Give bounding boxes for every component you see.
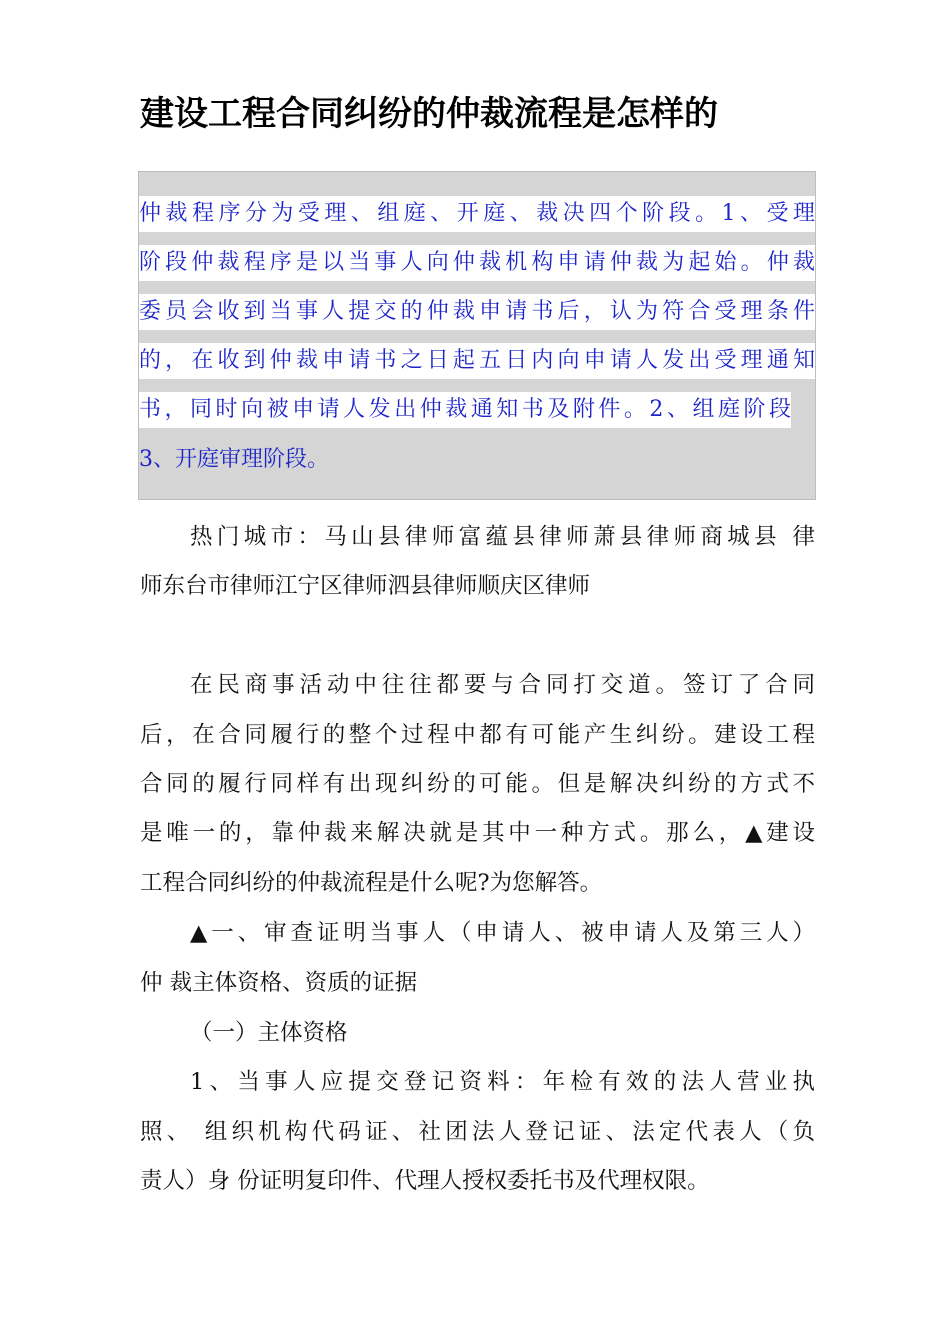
hot-cities-line: 热门城市：马山县律师富蕴县律师萧县律师商城县 律: [190, 524, 815, 550]
paragraph-line: 是唯一的，靠仲裁来解决就是其中一种方式。那么，▲建设: [140, 820, 815, 846]
page-title: 建设工程合同纠纷的仲裁流程是怎样的: [140, 94, 718, 134]
summary-line: 阶段仲裁程序是以当事人向仲裁机构申请仲裁为起始。仲裁: [139, 250, 815, 275]
paragraph-line: 后，在合同履行的整个过程中都有可能产生纠纷。建设工程: [140, 722, 815, 748]
section-heading: ▲一、审查证明当事人（申请人、被申请人及第三人）: [190, 920, 815, 946]
item-line: 1、当事人应提交登记资料：年检有效的法人营业执: [190, 1069, 815, 1095]
summary-line: 3、开庭审理阶段。: [139, 447, 329, 472]
summary-line: 委员会收到当事人提交的仲裁申请书后，认为符合受理条件: [139, 299, 815, 324]
paragraph-line: 在民商事活动中往往都要与合同打交道。签订了合同: [190, 672, 815, 698]
section-heading: 仲 裁主体资格、资质的证据: [140, 970, 418, 996]
hot-cities-line: 师东台市律师江宁区律师泗县律师顺庆区律师: [140, 573, 591, 599]
summary-box: [138, 171, 816, 500]
summary-line: 的，在收到仲裁申请书之日起五日内向申请人发出受理通知: [139, 348, 815, 373]
summary-line: 仲裁程序分为受理、组庭、开庭、裁决四个阶段。1、受理: [139, 201, 815, 226]
paragraph-line: 合同的履行同样有出现纠纷的可能。但是解决纠纷的方式不: [140, 771, 815, 797]
paragraph-line: 工程合同纠纷的仲裁流程是什么呢?为您解答。: [140, 870, 603, 896]
summary-line: 书，同时向被申请人发出仲裁通知书及附件。2、组庭阶段: [139, 397, 791, 422]
item-line: 责人）身 份证明复印件、代理人授权委托书及代理权限。: [140, 1168, 710, 1194]
item-line: 照、 组织机构代码证、社团法人登记证、法定代表人（负: [140, 1119, 815, 1145]
subsection-heading: （一）主体资格: [190, 1020, 348, 1046]
